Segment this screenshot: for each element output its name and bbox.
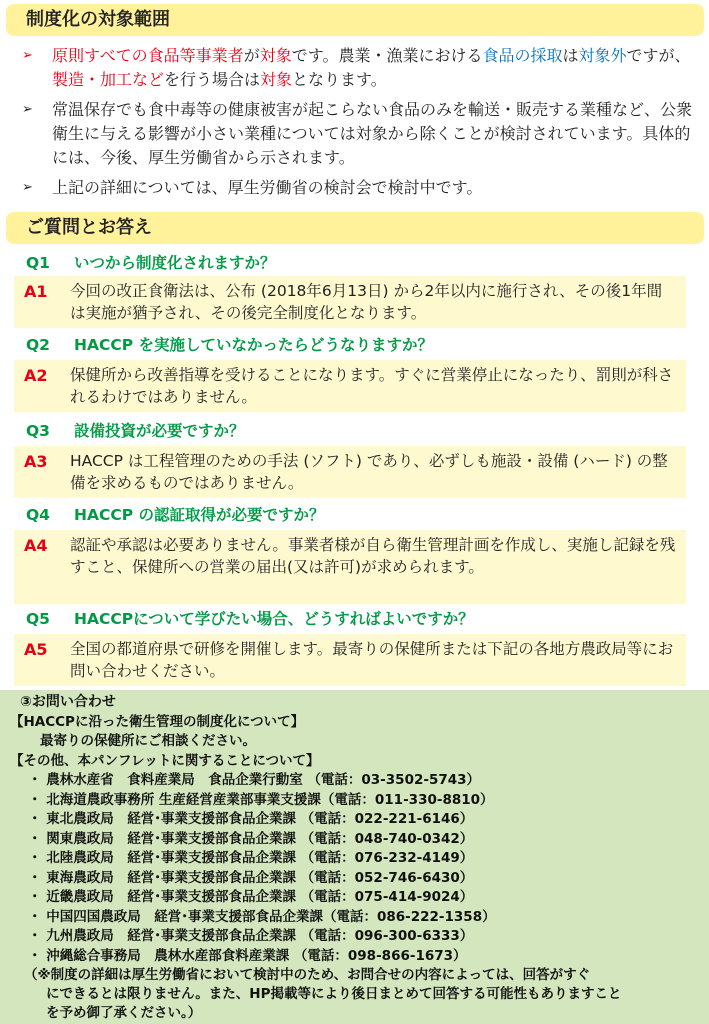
arrow-bullet-icon: ➢: [22, 102, 33, 117]
text-fragment: は: [562, 46, 579, 65]
answer-text: HACCP は工程管理のための手法 (ソフト) であり、必ずしも施設・設備 (ハード) の整備を求めるものではありません。: [70, 452, 668, 492]
highlight-not-target: 対象外: [578, 46, 627, 65]
answer-5: [14, 634, 686, 686]
text-fragment: ですが、: [626, 46, 691, 65]
contact-item: ・ 九州農政局 経営･事業支援部食品企業課 （電話：096-300-6333）: [28, 928, 474, 944]
question-number: Q5: [26, 610, 50, 628]
section-heading-scope: 制度化の対象範囲: [6, 4, 704, 36]
question-text: HACCP を実施していなかったらどうなりますか？: [74, 336, 433, 354]
question-text: 設備投資が必要ですか？: [74, 422, 245, 440]
pamphlet-inquiry-heading: 【その他、本パンフレットに関することについて】: [10, 752, 320, 769]
answer-text: 今回の改正食衛法は、公布 (2018年6月13日) から2年以内に施行され、その後1年間は実施が猶予され、その後完全制度化となります。: [70, 282, 663, 322]
answer-number: A2: [24, 366, 48, 385]
answer-text: 認証や承認は必要ありません。事業者様が自ら衛生管理計画を作成し、実施し記録を残すこと、保健所への営業の届出(又は許可)が求められます。: [70, 536, 676, 576]
answer-number: A4: [24, 536, 48, 555]
scope-bullet-3: [22, 176, 692, 200]
contact-item: ・ 関東農政局 経営･事業支援部食品企業課 （電話：048-740-0342）: [28, 830, 474, 847]
contact-item: ・ 中国四国農政局 経営･事業支援部食品企業課（電話：086-222-1358）: [28, 908, 496, 925]
answer-3: [14, 446, 686, 498]
contact-item: ・ 沖縄総合事務局 農林水産部食料産業課 （電話：098-866-1673）: [28, 947, 467, 964]
contact-note: にできるとは限りません。また、HP掲載等により後日まとめて回答する可能性もありますこと: [46, 986, 622, 1002]
contact-note: を予め御了承ください。）: [46, 1005, 202, 1021]
answer-text: 保健所から改善指導を受けることになります。すぐに営業停止になったり、罰則が科されるわけではありません。: [70, 366, 674, 406]
question-number: Q3: [26, 422, 50, 440]
highlight-food-harvesting: 食品の採取: [482, 46, 563, 65]
answer-number: A3: [24, 452, 48, 471]
answer-1: [14, 276, 686, 328]
scope-bullet-1: [22, 44, 692, 92]
answer-2: [14, 360, 686, 412]
question-3: [26, 418, 245, 444]
highlight-all-operators: 原則すべての食品等事業者: [52, 46, 244, 65]
text-fragment: が: [243, 46, 260, 65]
contact-note: （※制度の詳細は厚生労働省において検討中のため、お問合せの内容によっては、回答がすぐ: [24, 967, 591, 983]
question-1: [26, 250, 276, 276]
bullet-text: 常温保存でも食中毒等の健康被害が起こらない食品のみを輸送・販売する業種など、公衆衛生に与える影響が小さい業種については対象から除くことが検討されています。具体的には、今後、厚生労働省から示されます。: [52, 100, 693, 167]
answer-text: 全国の都道府県で研修を開催します。最寄りの保健所または下記の各地方農政局等にお問い合わせください。: [70, 640, 674, 680]
contact-item: ・ 東海農政局 経営･事業支援部食品企業課 （電話：052-746-6430）: [28, 869, 474, 886]
haccp-inquiry-heading: 【HACCPに沿った衛生管理の制度化について】: [10, 713, 305, 730]
contact-title: ③お問い合わせ: [20, 694, 116, 710]
question-text: HACCPについて学びたい場合、どうすればよいですか？: [74, 610, 474, 628]
highlight-target: 対象: [260, 70, 293, 89]
contact-section: [0, 690, 709, 1024]
contact-item: ・ 東北農政局 経営･事業支援部食品企業課 （電話：022-221-6146）: [28, 811, 474, 827]
contact-item: ・ 北海道農政事務所 生産経営産業部事業支援課（電話：011-330-8810）: [28, 791, 494, 808]
contact-item: ・ 近畿農政局 経営･事業支援部食品企業課 （電話：075-414-9024）: [28, 889, 474, 905]
question-number: Q2: [26, 336, 50, 354]
contact-item: ・ 北陸農政局 経営･事業支援部食品企業課 （電話：076-232-4149）: [28, 850, 474, 866]
highlight-manufacturing: 製造・加工など: [52, 70, 165, 89]
arrow-bullet-icon: ➢: [22, 48, 33, 63]
scope-bullet-2: [22, 98, 692, 170]
answer-number: A1: [24, 282, 48, 301]
question-text: いつから制度化されますか？: [74, 254, 276, 272]
answer-number: A5: [24, 640, 48, 659]
contact-item: ・ 農林水産省 食料産業局 食品企業行動室 （電話：03-3502-5743）: [28, 772, 481, 788]
bullet-text: 上記の詳細については、厚生労働省の検討会で検討中です。: [52, 178, 483, 197]
question-2: [26, 332, 433, 358]
text-fragment: となります。: [292, 70, 387, 89]
scope-bullet-list: [22, 44, 692, 206]
arrow-bullet-icon: ➢: [22, 180, 33, 195]
text-fragment: を行う場合は: [164, 70, 261, 89]
question-4: [26, 502, 324, 528]
question-number: Q4: [26, 506, 50, 524]
question-text: HACCP の認証取得が必要ですか？: [74, 506, 325, 524]
haccp-inquiry-text: 最寄りの保健所にご相談ください。: [40, 733, 256, 749]
question-5: [26, 606, 474, 632]
text-fragment: です。農業・漁業における: [291, 46, 483, 65]
question-number: Q1: [26, 254, 50, 272]
highlight-target: 対象: [259, 46, 292, 65]
answer-4: [14, 530, 686, 604]
section-heading-faq: ご質問とお答え: [6, 212, 704, 244]
